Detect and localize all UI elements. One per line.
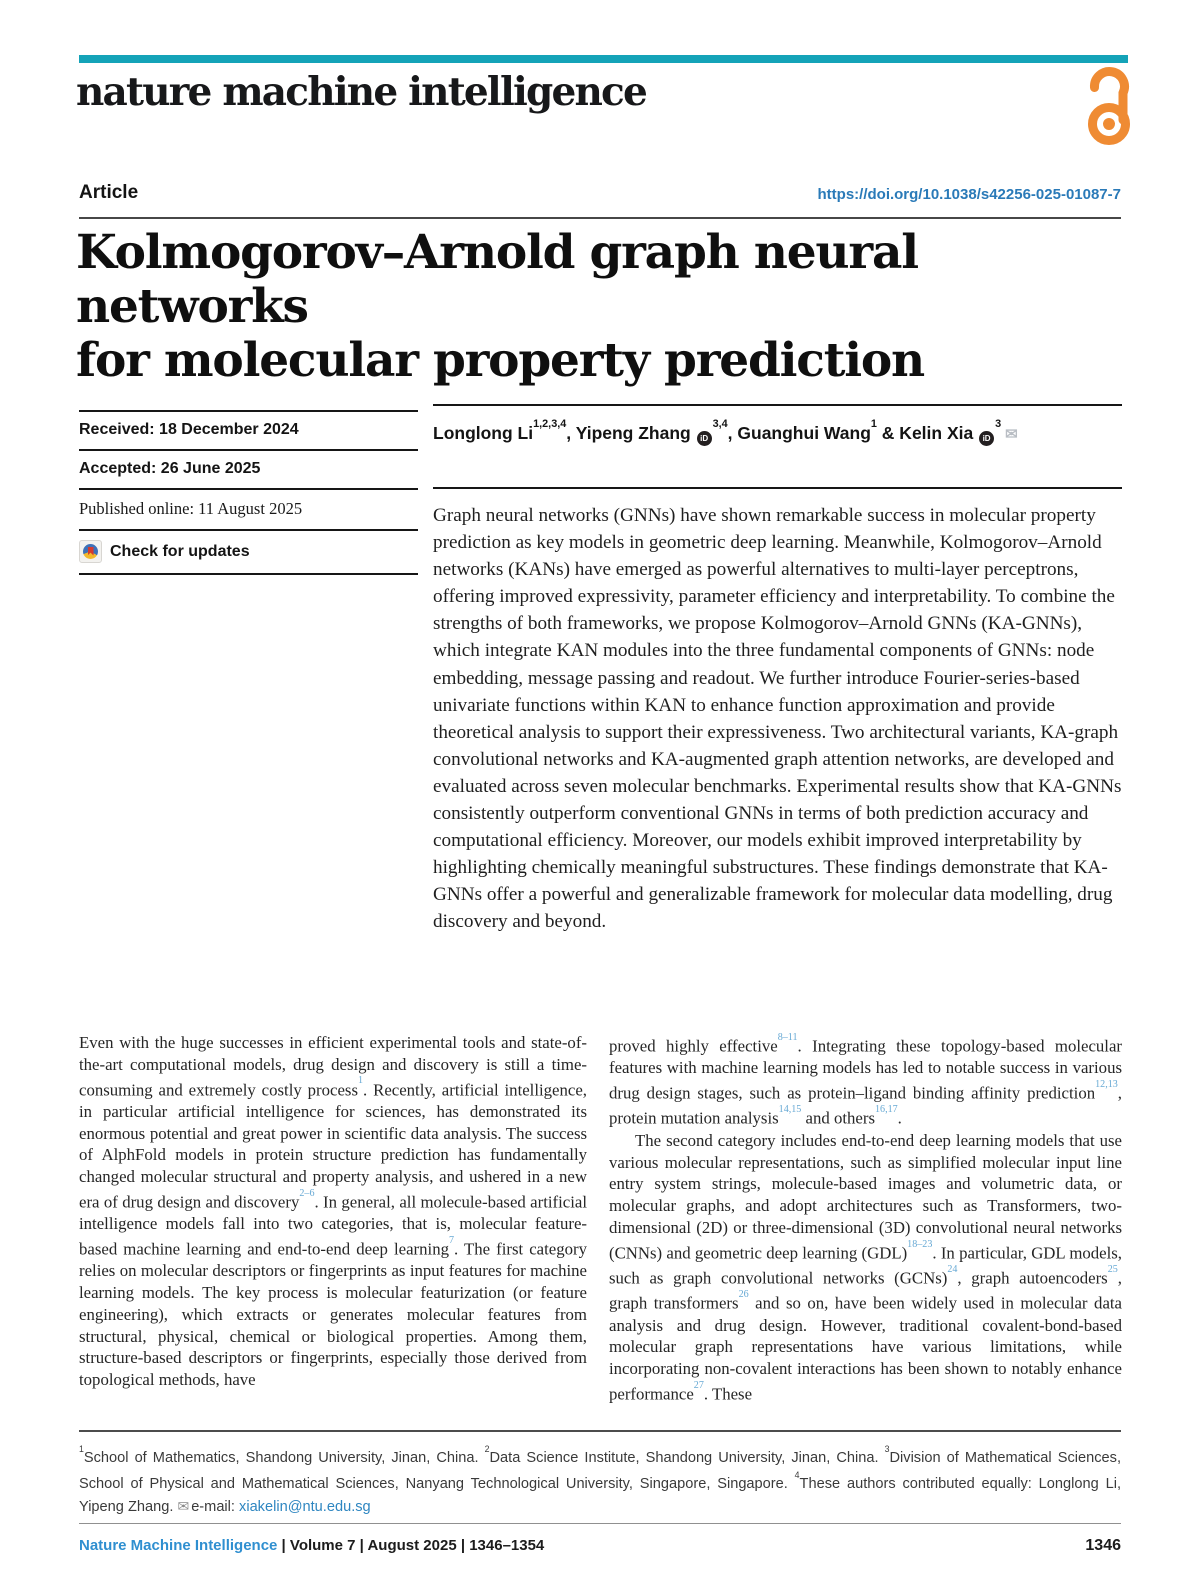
article-meta-panel <box>79 410 418 575</box>
reference-superscript[interactable]: 7 <box>448 1234 455 1246</box>
authors-line: Longlong Li$^{1,2,3,4}$, Yipeng Zhang iD$^{3,4}$, Guanghui Wang$^1$ & Kelin Xia iD$^3$✉ <box>433 404 1122 447</box>
issue-info: | Volume 7 | August 2025 | 1346–1354 <box>277 1537 545 1554</box>
body-left-column <box>79 1032 587 1391</box>
reference-superscript[interactable]: 2–6 <box>299 1187 315 1199</box>
envelope-icon: ✉ <box>177 1497 190 1514</box>
journal-link[interactable]: Nature Machine Intelligence <box>79 1537 278 1554</box>
reference-superscript[interactable]: 24 <box>947 1263 958 1275</box>
affiliation-superscript: 4 <box>794 1470 800 1481</box>
email-link[interactable]: xiakelin@ntu.edu.sg <box>239 1498 371 1515</box>
abstract-text: Graph neural networks (GNNs) have shown remarkable success in molecular property prediction as key models in geometric deep learning. Meanwhile, Kolmogorov–Arnold networks (KANs) have emerged as powerful alternatives to multi-layer perceptrons, offering improved expressivity, parameter efficiency and interpretability. To combine the strengths of both frameworks, we propose Kolmogorov–Arnold GNNs (KA-GNNs), which integrate KAN modules into the three fundamental components of GNNs: node embedding, message passing and readout. We further introduce Fourier-series-based univariate functions within KAN to enhance function approximation and provide theoretical analysis to support their expressiveness. Two architectural variants, KA-graph convolutional networks and KA-augmented graph attention networks, are developed and evaluated across seven molecular benchmarks. Experimental results show that KA-GNNs consistently outperform conventional GNNs in terms of both prediction accuracy and computational efficiency. Moreover, our models exhibit improved interpretability by highlighting chemically meaningful substructures. These findings demonstrate that KA-GNNs offer a powerful and generalizable framework for molecular data modelling, drug discovery and beyond. <box>433 487 1122 936</box>
reference-superscript[interactable]: 8–11 <box>777 1031 798 1043</box>
check-for-updates-label: Check for updates <box>110 542 250 560</box>
affiliation-superscript: 1 <box>870 418 877 431</box>
body-right-column <box>609 1032 1122 1405</box>
affiliation-superscript: 2 <box>484 1444 490 1455</box>
body-paragraph: proved highly effective$^{8-11}$. Integrating these topology-based molecular features with machine learning models has led to notable success in various drug design stages, such as protein–ligand binding affinity prediction$^{12,13}$, protein mutation analysis$^{14,15}$ and others$^{16,17}$. <box>609 1031 1123 1129</box>
received-date: Received: 18 December 2024 <box>79 410 418 449</box>
crossmark-icon <box>79 540 102 563</box>
accepted-date: Accepted: 26 June 2025 <box>79 449 418 488</box>
page-number: 1346 <box>1085 1537 1121 1554</box>
title-line-2: for molecular property prediction <box>76 333 924 388</box>
masthead-accent-bar <box>79 55 1128 63</box>
orcid-icon[interactable]: iD <box>979 431 994 446</box>
doi-link[interactable]: https://doi.org/10.1038/s42256-025-01087-7 <box>817 186 1121 203</box>
affiliation-superscript: 1,2,3,4 <box>533 418 567 431</box>
open-access-icon <box>1084 62 1136 155</box>
title-line-1: Kolmogorov–Arnold graph neural networks <box>76 225 918 334</box>
footer-citation <box>79 1537 544 1555</box>
reference-superscript[interactable]: 18–23 <box>907 1238 933 1250</box>
reference-superscript[interactable]: 14,15 <box>778 1104 802 1116</box>
reference-superscript[interactable]: 12,13 <box>1095 1079 1118 1091</box>
envelope-icon: ✉ <box>1005 425 1018 443</box>
affiliations-footnote: $^1$School of Mathematics, Shandong University, Jinan, China. $^2$Data Science Institute, Shandong University, Jinan, China. $^3$Division of Mathematical Sciences, School of Physical and Mathematical Sciences, Nanyang Technological University, Singapore, Singapore. $^4$These authors contributed equally: Longlong Li, Yipeng Zhang. ✉ e-mail: xiakelin@ntu.edu.sg <box>79 1430 1121 1518</box>
footer-rule <box>79 1523 1121 1524</box>
affiliation-superscript: 1 <box>79 1444 84 1455</box>
reference-superscript[interactable]: 26 <box>738 1289 749 1301</box>
published-date: Published online: 11 August 2025 <box>79 488 418 529</box>
reference-superscript[interactable]: 1 <box>357 1075 364 1087</box>
orcid-icon[interactable]: iD <box>697 431 712 446</box>
reference-superscript[interactable]: 27 <box>693 1379 704 1391</box>
page-title <box>76 226 1146 388</box>
affiliation-superscript: 3 <box>884 1444 890 1455</box>
reference-superscript[interactable]: 16,17 <box>874 1104 898 1116</box>
page-footer <box>79 1537 1121 1555</box>
check-for-updates-button[interactable] <box>79 529 418 573</box>
affiliation-superscript: 3,4 <box>712 418 728 431</box>
reference-superscript[interactable]: 25 <box>1107 1263 1118 1275</box>
journal-logo: nature machine intelligence <box>76 69 646 115</box>
header-rule <box>79 217 1121 219</box>
article-kicker: Article <box>79 182 139 203</box>
affiliation-superscript: 3 <box>995 418 1002 431</box>
body-paragraph: The second category includes end-to-end deep learning models that use various molecular representations, such as simplified molecular input line entry system strings, molecule-based images and volumetric data, or molecular graphs, and adopt architectures such as Transformers, two-dimensional (2D) or three-dimensional (3D) convolutional neural networks (CNNs) and geometric deep learning (GDL)$^{18-23}$. In particular, GDL models, such as graph convolutional networks (GCNs)$^{24}$, graph autoencoders$^{25}$, graph transformers$^{26}$ and so on, have been widely used in molecular data analysis and drug design. However, traditional covalent-bond-based molecular graph representations have various limitations, while incorporating non-covalent interactions has been shown to notably enhance performance$^{27}$. These <box>609 1130 1122 1404</box>
body-paragraph: Even with the huge successes in efficient experimental tools and state-of-the-art computational models, drug design and discovery is still a time-consuming and extremely costly process$^1$. Recently, artificial intelligence, in particular artificial intelligence for sciences, has demonstrated its enormous potential and great power in scientific data analysis. The success of AlphFold models in protein structure prediction has fundamentally changed molecular structural and property analysis, and ushered in a new era of drug design and discovery$^{2-6}$. In general, all molecule-based artificial intelligence models fall into two categories, that is, molecular feature-based machine learning and end-to-end deep learning$^7$. The first category relies on molecular descriptors or fingerprints as input features for machine learning models. The key process is molecular featurization (or feature engineering), which extracts or generates molecular features from structural, physical, chemical or biological properties. Among them, structure-based descriptors or fingerprints, especially those derived from topological methods, have <box>79 1033 587 1390</box>
